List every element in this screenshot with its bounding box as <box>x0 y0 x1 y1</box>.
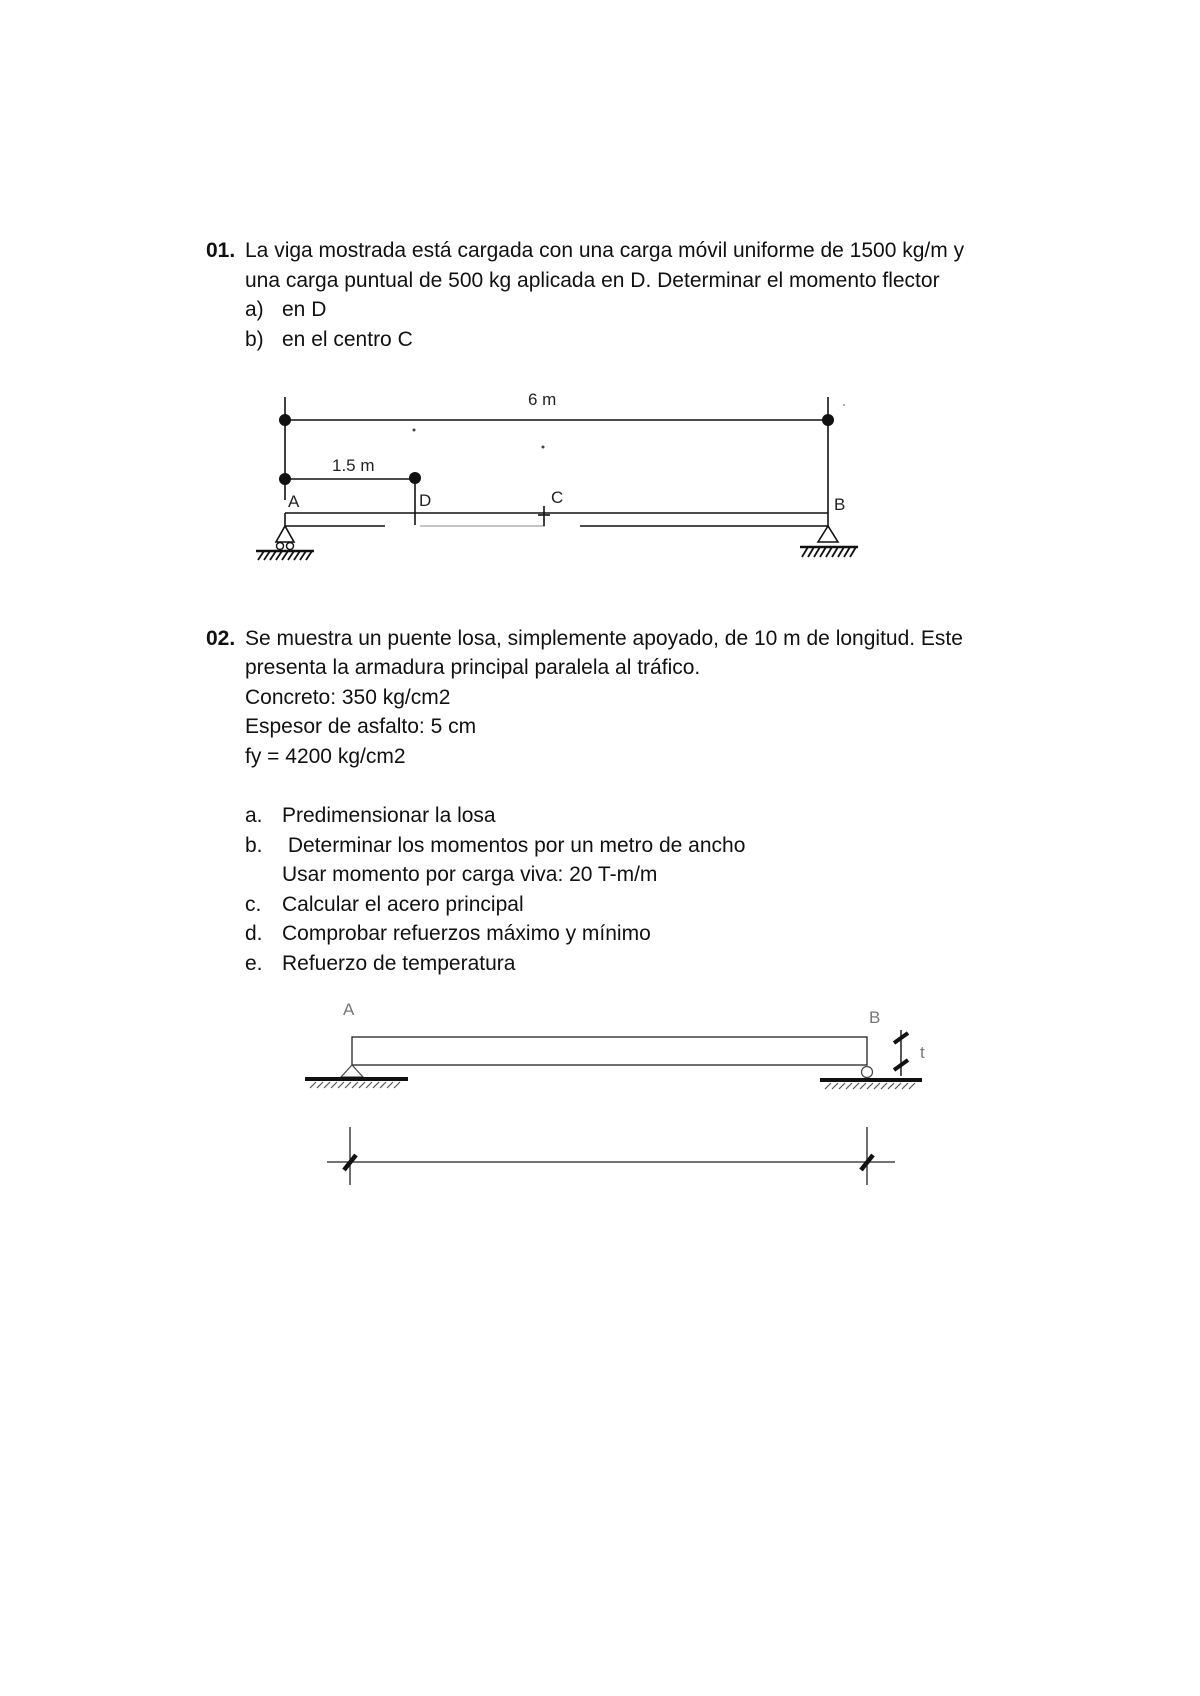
span-label: 6 m <box>528 390 557 409</box>
problem-1-item-b-text: en el centro C <box>282 328 413 351</box>
point-c-label: C <box>551 488 564 507</box>
slab-rectangle <box>352 1037 867 1065</box>
problem-2-item-c-text: Calcular el acero principal <box>282 893 524 916</box>
problem-2-statement-line-1: Se muestra un puente losa, simplemente apoyado, de 10 m de longitud. Este <box>245 627 963 650</box>
slab-support-a-icon <box>305 1065 408 1088</box>
problem-2-number: 02. <box>206 627 236 650</box>
problem-2-item-d-marker: d. <box>245 922 263 945</box>
point-a-label: A <box>288 492 300 511</box>
fy-spec: fy = 4200 kg/cm2 <box>245 745 406 768</box>
thickness-label: t <box>920 1043 925 1062</box>
slab-support-b-icon <box>820 1067 922 1090</box>
problem-2-item-b-marker: b. <box>245 834 263 857</box>
partial-label: 1.5 m <box>332 456 375 475</box>
problem-2-item-a-marker: a. <box>245 804 263 827</box>
problem-2-item-e-marker: e. <box>245 952 263 975</box>
problem-1-item-b-marker: b) <box>245 328 264 351</box>
slab-point-b-label: B <box>869 1008 881 1027</box>
problem-2-item-b-text: Determinar los momentos por un metro de ancho <box>282 834 746 857</box>
problem-2-item-e-text: Refuerzo de temperatura <box>282 952 516 975</box>
problem-2-item-a-text: Predimensionar la losa <box>282 804 496 827</box>
problem-2-item-d-text: Comprobar refuerzos máximo y mínimo <box>282 922 651 945</box>
point-d-label: D <box>419 491 432 510</box>
slab-span-dimension <box>327 1127 895 1185</box>
problem-1-statement-line-1: La viga mostrada está cargada con una carga móvil uniforme de 1500 kg/m y <box>245 239 965 262</box>
problem-1-number: 01. <box>206 239 236 262</box>
problem-1-statement-line-2: una carga puntual de 500 kg aplicada en D. Determinar el momento flector <box>245 269 940 292</box>
point-b-label: B <box>834 495 846 514</box>
problem-2-item-b-note: Usar momento por carga viva: 20 T-m/m <box>282 863 658 886</box>
problem-2-statement-line-2: presenta la armadura principal paralela al tráfico. <box>245 656 701 679</box>
slab-point-a-label: A <box>343 1000 355 1019</box>
concrete-spec: Concreto: 350 kg/cm2 <box>245 686 451 709</box>
problem-2-item-c-marker: c. <box>245 893 262 916</box>
problem-1-item-a-text: en D <box>282 298 327 321</box>
thickness-dimension <box>894 1030 908 1076</box>
asphalt-spec: Espesor de asfalto: 5 cm <box>245 715 477 738</box>
problem-1-item-a-marker: a) <box>245 298 264 321</box>
